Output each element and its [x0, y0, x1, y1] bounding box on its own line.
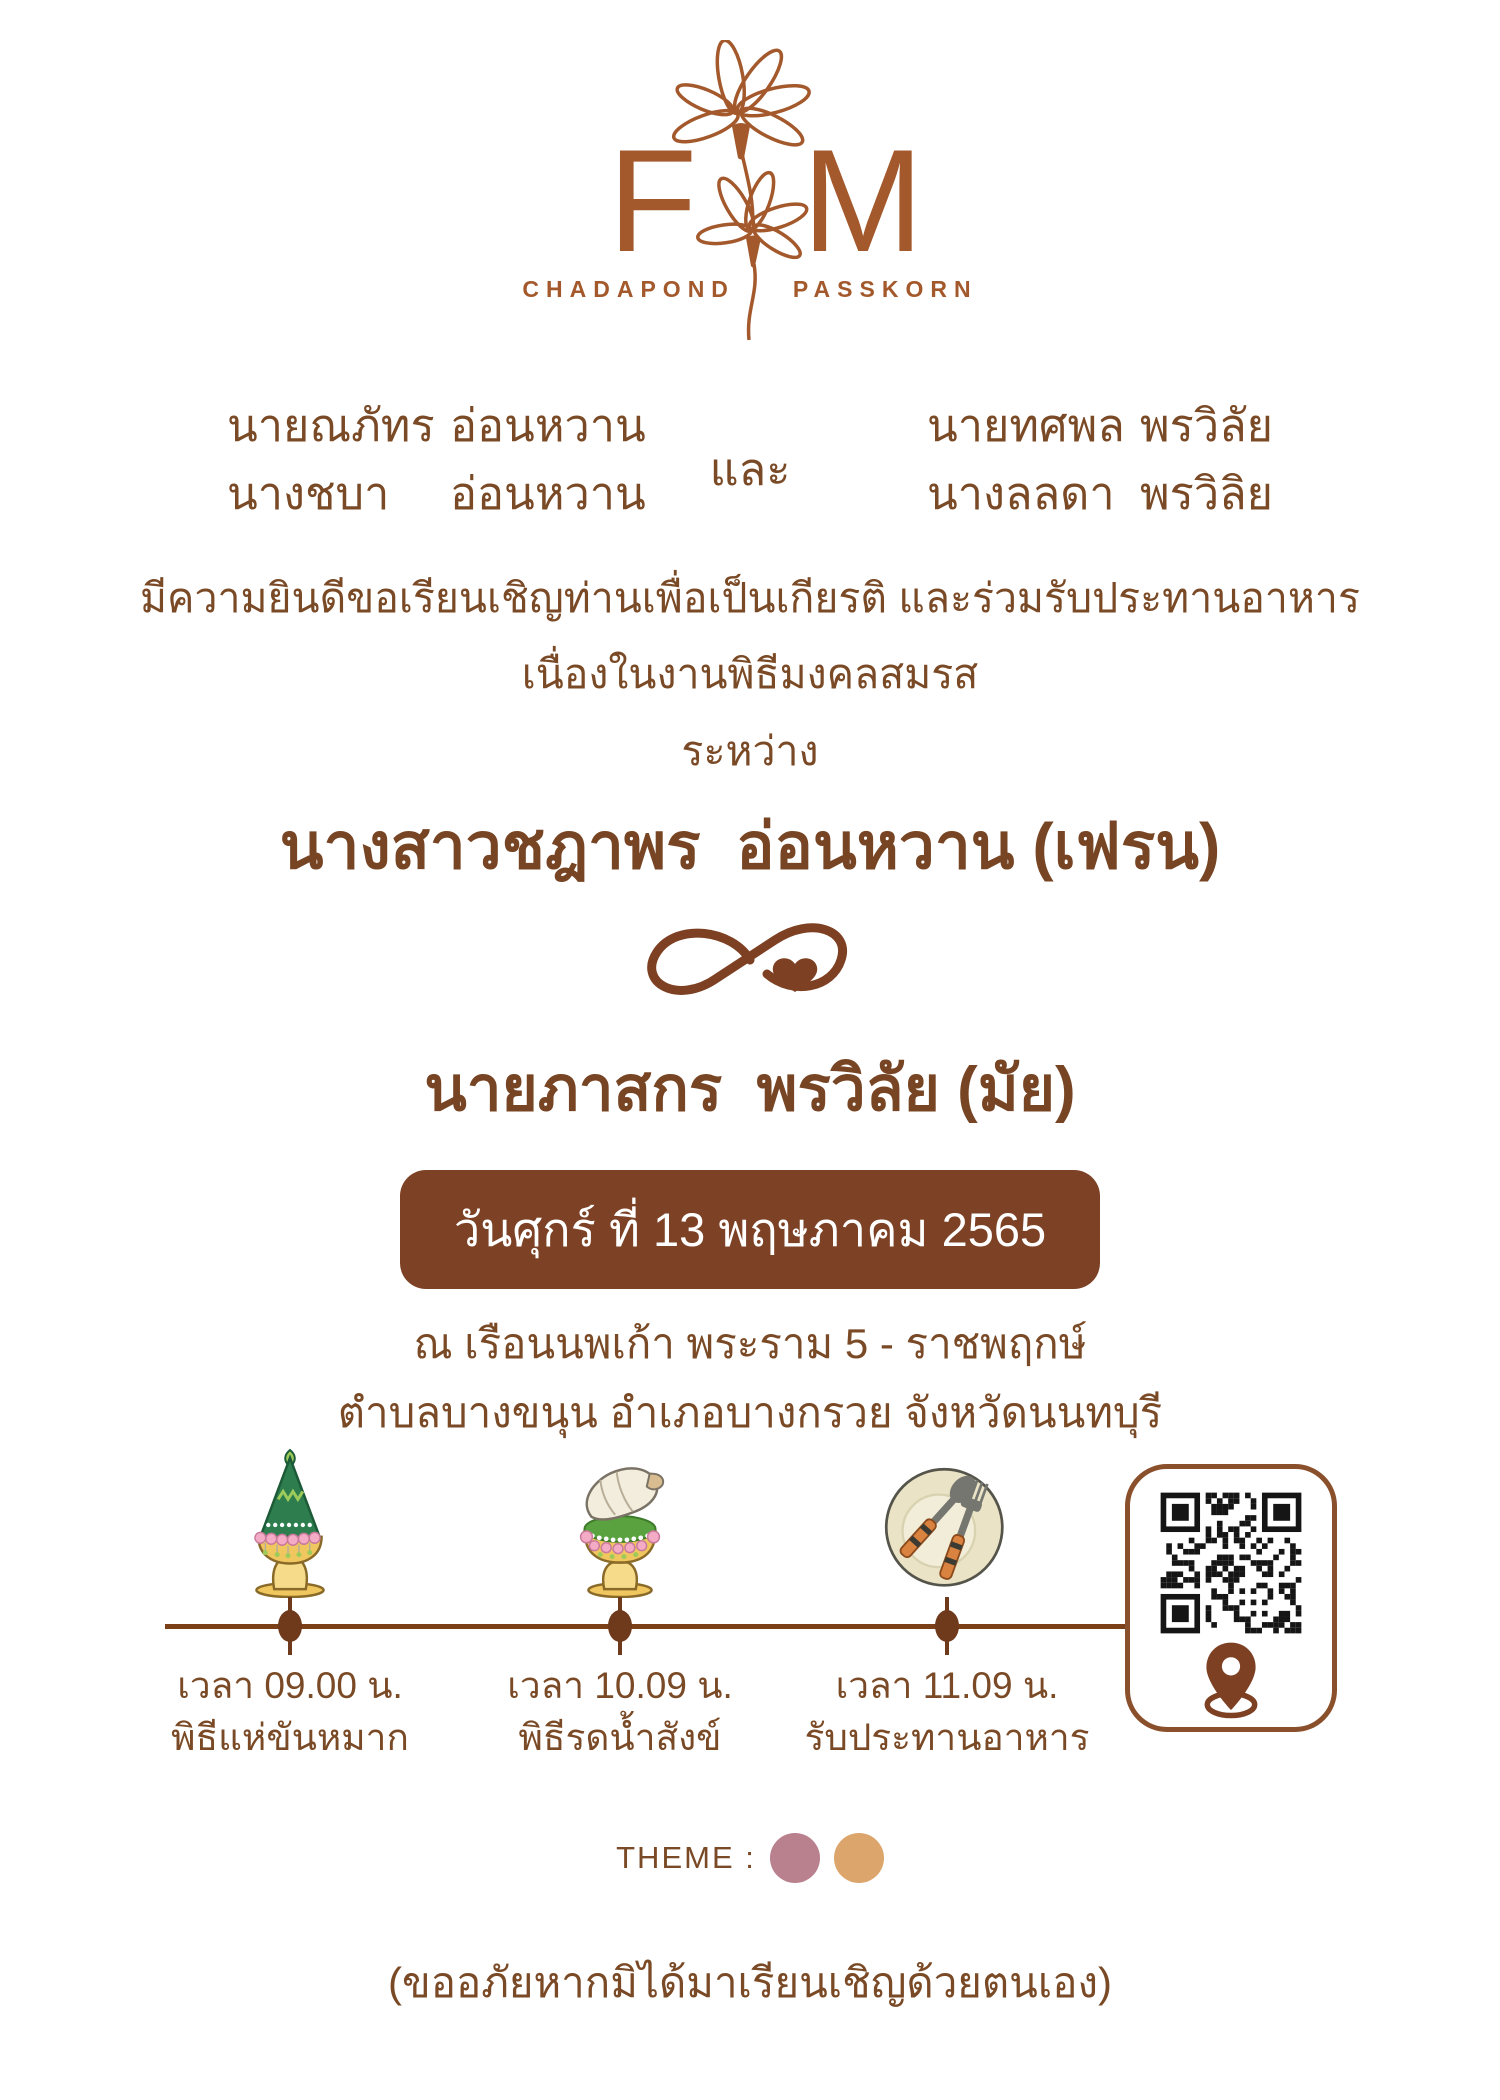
qr-code: [1155, 1487, 1307, 1639]
date-badge: วันศุกร์ ที่ 13 พฤษภาคม 2565: [400, 1170, 1100, 1289]
schedule-item: [757, 1448, 1137, 1764]
invitation-line-3: ระหว่าง: [681, 727, 819, 774]
bride-name-en: CHADAPOND: [522, 276, 735, 302]
invitation-line-2: เนื่องในงานพิธีมงคลสมรส: [521, 651, 979, 698]
infinity-heart-icon: [625, 912, 875, 1016]
theme-color-mauve: [770, 1833, 820, 1883]
conch-shell-bowl-icon: [554, 1458, 686, 1598]
invitation-text: [0, 560, 1500, 789]
timeline-node: [757, 1598, 1137, 1654]
invitation-line-1: มีความยินดีขอเรียนเชิญท่านเพื่อเป็นเกียรติ และร่วมรับประทานอาหาร: [140, 575, 1360, 621]
khan-maak-tray-icon: [229, 1448, 351, 1598]
schedule-timeline: [0, 1448, 1500, 1778]
parent-surname: อ่อนหวาน: [450, 467, 646, 519]
schedule-event: พิธีแห่ขันหมาก: [171, 1716, 409, 1758]
groom-name-en: PASSKORN: [792, 276, 978, 302]
date-badge-row: [0, 1170, 1500, 1289]
parent-name: นางชบา: [227, 467, 390, 519]
schedule-time: เวลา 09.00 น.: [177, 1665, 403, 1706]
monogram-m: M: [802, 119, 924, 282]
schedule-time: เวลา 10.09 น.: [507, 1665, 733, 1706]
venue-line-2: ตำบลบางขนุน อำเภอบางกรวย จังหวัดนนทบุรี: [337, 1388, 1163, 1436]
timeline-node: [430, 1598, 810, 1654]
wedding-logo: [440, 40, 1060, 342]
schedule-time: เวลา 11.09 น.: [835, 1665, 1059, 1706]
and-connector: และ: [709, 444, 791, 495]
theme-color-tan: [834, 1833, 884, 1883]
groom-name-th: นายภาสกร พรวิลัย (มัย): [424, 1055, 1076, 1124]
monogram-f: F: [608, 119, 698, 282]
groom-parents: [927, 392, 1273, 527]
parent-name: นางลลดา: [927, 467, 1115, 519]
parent-surname: อ่อนหวาน: [450, 400, 646, 451]
dining-plate-icon: [879, 1462, 1015, 1598]
schedule-event: พิธีรดน้ำสังข์: [518, 1716, 722, 1758]
apology-note: (ขออภัยหากมิได้มาเรียนเชิญด้วยตนเอง): [388, 1959, 1112, 2006]
location-pin-icon: [1194, 1639, 1268, 1721]
couple-names-en: [440, 276, 1060, 303]
bride-name-th: นางสาวชฎาพร อ่อนหวาน (เฟรน): [279, 810, 1221, 882]
parent-surname: พรวิลัย: [1140, 400, 1274, 451]
theme-label: THEME :: [616, 1840, 756, 1875]
timeline-node: [100, 1598, 480, 1654]
schedule-event: รับประทานอาหาร: [804, 1716, 1090, 1758]
venue-section: [0, 1310, 1500, 1448]
venue-line-1: ณ เรือนนพเก้า พระราม 5 - ราชพฤกษ์: [413, 1320, 1087, 1367]
parent-name: นายทศพล: [927, 400, 1125, 451]
bride-parents: [227, 392, 646, 527]
parent-name: นายณภัทร: [227, 400, 435, 451]
theme-row: [0, 1833, 1500, 1883]
schedule-item: [430, 1448, 810, 1764]
schedule-item: [100, 1448, 480, 1764]
parent-surname: พรวิลิย: [1140, 467, 1274, 519]
location-qr-card: [1125, 1464, 1337, 1732]
